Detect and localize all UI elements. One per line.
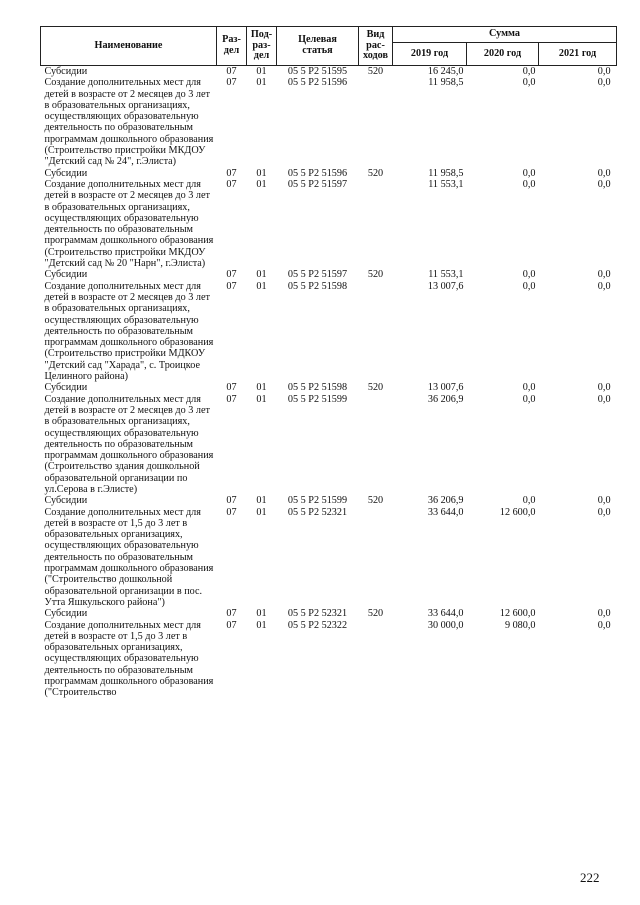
cell-2019: 11 958,5	[428, 77, 464, 89]
cell-name: Создание дополнительных мест для детей в возрасте от 2 месяцев до 3 лет в образовательных организациях, осуществляющих образовательную деятельность по образовательным программам дошкольного образования (Строительство пристройки МКДОУ "Детский сад № 24", г.Элиста)	[44, 77, 214, 168]
cell-vid-rashodov: 520	[367, 167, 384, 179]
cell-2021: 0,0	[597, 280, 611, 292]
cell-podrazdel: 01	[256, 495, 267, 507]
cell-2019: 30 000,0	[427, 619, 464, 631]
cell-2021: 0,0	[597, 167, 611, 179]
header-razdel: Раз- дел	[217, 27, 247, 66]
cell-2020: 0,0	[522, 167, 536, 179]
cell-razdel: 07	[226, 506, 237, 518]
cell-2021: 0,0	[597, 608, 611, 620]
cell-name: Создание дополнительных мест для детей в возрасте от 2 месяцев до 3 лет в образовательных организациях, осуществляющих образовательную деятельность по образовательным программам дошкольного образования (Строительство пристройки МКДОУ "Детский сад № 20 "Нарн", г.Элиста)	[44, 178, 214, 270]
cell-podrazdel: 01	[256, 269, 267, 281]
table-row	[41, 179, 617, 269]
cell-2021: 0,0	[597, 269, 611, 281]
header-summa: Сумма	[393, 27, 617, 43]
cell-name: Субсидии	[44, 495, 88, 507]
cell-2020: 0,0	[522, 280, 536, 292]
cell-vid-rashodov	[359, 507, 393, 609]
cell-vid-rashodov	[359, 77, 393, 167]
cell-vid-rashodov: 520	[367, 66, 384, 77]
cell-podrazdel: 01	[256, 167, 267, 179]
cell-name: Субсидии	[44, 608, 88, 620]
cell-celevaya-statya: 05 5 P2 51597	[287, 178, 348, 190]
cell-2020: 9 080,0	[504, 619, 536, 631]
table-header	[41, 27, 617, 66]
cell-razdel: 07	[226, 178, 237, 190]
cell-2020: 0,0	[522, 269, 536, 281]
cell-2020: 12 600,0	[499, 506, 536, 518]
cell-razdel: 07	[226, 393, 237, 405]
cell-2019: 13 007,6	[427, 382, 464, 394]
table-body	[41, 66, 617, 699]
cell-vid-rashodov	[359, 281, 393, 383]
cell-2020: 12 600,0	[499, 608, 536, 620]
cell-celevaya-statya: 05 5 P2 52321	[287, 608, 348, 620]
cell-2021: 0,0	[597, 77, 611, 89]
cell-name: Создание дополнительных мест для детей в возрасте от 2 месяцев до 3 лет в образовательных организациях, осуществляющих образовательную деятельность по образовательным программам дошкольного образования (Строительство пристройки МДКОУ "Детский сад "Харада", с. Троицкое Целинного района)	[44, 280, 214, 383]
header-podrazdel: Под- раз- дел	[247, 27, 277, 66]
cell-2020: 0,0	[522, 382, 536, 394]
cell-name: Создание дополнительных мест для детей в возрасте от 1,5 до 3 лет в образовательных организациях, осуществляющих образовательную деятельность по образовательным программам дошкольного образования ("Строительство	[44, 619, 214, 699]
cell-2019: 11 958,5	[428, 167, 464, 179]
cell-razdel: 07	[226, 619, 237, 631]
cell-2020: 0,0	[522, 495, 536, 507]
cell-podrazdel: 01	[256, 178, 267, 190]
table-row	[41, 394, 617, 496]
cell-vid-rashodov: 520	[367, 608, 384, 620]
table-row	[41, 608, 617, 619]
cell-podrazdel: 01	[256, 382, 267, 394]
cell-celevaya-statya: 05 5 P2 51598	[287, 382, 348, 394]
table-row	[41, 269, 617, 280]
cell-podrazdel: 01	[256, 66, 267, 77]
cell-podrazdel: 01	[256, 619, 267, 631]
cell-2021: 0,0	[597, 506, 611, 518]
cell-2019: 33 644,0	[427, 506, 464, 518]
table-row	[41, 281, 617, 383]
table-row	[41, 620, 617, 699]
cell-celevaya-statya: 05 5 P2 51596	[287, 77, 348, 89]
cell-name: Субсидии	[44, 66, 88, 77]
cell-podrazdel: 01	[256, 280, 267, 292]
cell-razdel: 07	[226, 167, 237, 179]
cell-2019: 11 553,1	[428, 269, 464, 281]
table-row	[41, 66, 617, 78]
page-number: 222	[580, 870, 600, 885]
cell-name: Субсидии	[44, 382, 88, 394]
cell-2019: 13 007,6	[427, 280, 464, 292]
header-2021: 2021 год	[539, 43, 617, 66]
cell-celevaya-statya: 05 5 P2 52321	[287, 506, 348, 518]
cell-razdel: 07	[226, 382, 237, 394]
cell-vid-rashodov	[359, 394, 393, 496]
cell-name: Создание дополнительных мест для детей в возрасте от 1,5 до 3 лет в образовательных организациях, осуществляющих образовательную деятельность по образовательным программам дошкольного образования ("Строительство дошкольной образовательной организации в пос. Утта Яшкульского района")	[44, 506, 214, 608]
budget-table	[40, 26, 617, 699]
cell-podrazdel: 01	[256, 77, 267, 89]
cell-2021: 0,0	[597, 382, 611, 394]
cell-2021: 0,0	[597, 619, 611, 631]
cell-2020: 0,0	[522, 393, 536, 405]
cell-vid-rashodov: 520	[367, 495, 384, 507]
cell-2021: 0,0	[597, 495, 611, 507]
cell-2020: 0,0	[522, 66, 536, 77]
cell-podrazdel: 01	[256, 393, 267, 405]
cell-razdel: 07	[226, 280, 237, 292]
table-row	[41, 77, 617, 167]
cell-razdel: 07	[226, 66, 237, 77]
cell-2019: 33 644,0	[427, 608, 464, 620]
cell-vid-rashodov: 520	[367, 382, 384, 394]
cell-razdel: 07	[226, 77, 237, 89]
cell-vid-rashodov: 520	[367, 269, 384, 281]
cell-2021: 0,0	[597, 66, 611, 77]
cell-celevaya-statya: 05 5 P2 51596	[287, 167, 348, 179]
cell-2020: 0,0	[522, 77, 536, 89]
cell-name: Субсидии	[44, 167, 88, 179]
cell-celevaya-statya: 05 5 P2 52322	[287, 619, 348, 631]
cell-celevaya-statya: 05 5 P2 51599	[287, 495, 348, 507]
cell-name: Субсидии	[44, 269, 88, 281]
cell-celevaya-statya: 05 5 P2 51597	[287, 269, 348, 281]
header-celevaya-statya: Целевая статья	[277, 27, 359, 66]
table-row	[41, 168, 617, 179]
cell-podrazdel: 01	[256, 608, 267, 620]
cell-celevaya-statya: 05 5 P2 51598	[287, 280, 348, 292]
cell-vid-rashodov	[359, 620, 393, 699]
table-row	[41, 507, 617, 609]
header-vid-rashodov: Вид рас- ходов	[359, 27, 393, 66]
cell-vid-rashodov	[359, 179, 393, 269]
cell-razdel: 07	[226, 495, 237, 507]
header-name: Наименование	[41, 27, 217, 66]
table-row	[41, 495, 617, 506]
table-row	[41, 382, 617, 393]
cell-2019: 36 206,9	[427, 495, 464, 507]
cell-2019: 16 245,0	[427, 66, 464, 77]
cell-2019: 11 553,1	[428, 178, 464, 190]
header-2019: 2019 год	[393, 43, 467, 66]
cell-podrazdel: 01	[256, 506, 267, 518]
cell-2020: 0,0	[522, 178, 536, 190]
cell-celevaya-statya: 05 5 P2 51599	[287, 393, 348, 405]
cell-2021: 0,0	[597, 178, 611, 190]
cell-2019: 36 206,9	[427, 393, 464, 405]
cell-razdel: 07	[226, 608, 237, 620]
cell-razdel: 07	[226, 269, 237, 281]
cell-name: Создание дополнительных мест для детей в возрасте от 2 месяцев до 3 лет в образовательных организациях, осуществляющих образовательную деятельность по образовательным программам дошкольного образования (Строительство здания дошкольной образовательной организации по ул.Серова в г.Элисте)	[44, 393, 214, 495]
header-2020: 2020 год	[467, 43, 539, 66]
cell-2021: 0,0	[597, 393, 611, 405]
cell-celevaya-statya: 05 5 P2 51595	[287, 66, 348, 77]
